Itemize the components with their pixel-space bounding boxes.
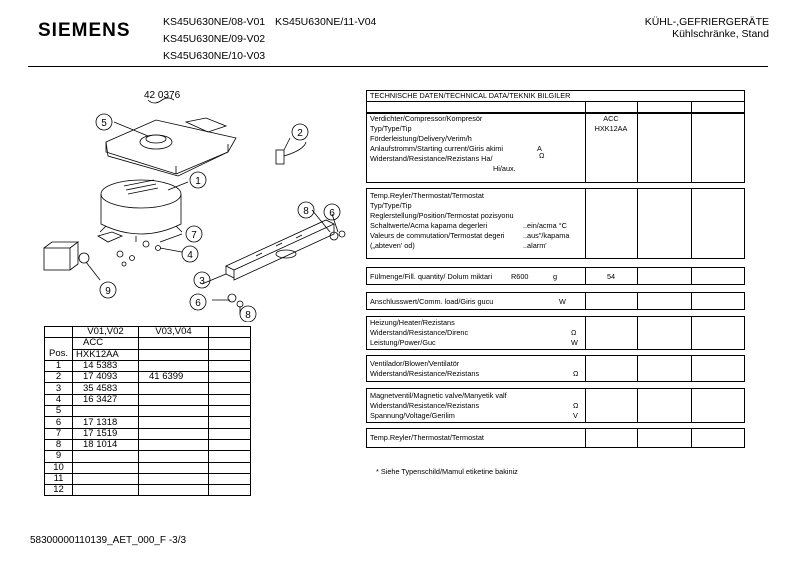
heater-power-label: Leistung/Power/Guc [370, 338, 436, 347]
empty-cell [209, 439, 251, 450]
table-row [45, 406, 251, 417]
part-number-v01-v02 [73, 406, 139, 417]
alarm-label: ..alarm' [523, 241, 547, 250]
thermostat2-section [366, 428, 745, 448]
refrigerant-section [366, 267, 745, 285]
callout-8: 8 [245, 310, 251, 321]
part-number-v01-v02: 17 1519 [73, 428, 139, 439]
starting-current-label: Anlaufstromm/Starting current/Giris akimi [370, 144, 504, 153]
exploded-parts-diagram [36, 86, 356, 322]
part-number-v03-v04: 41 6399 [139, 372, 209, 383]
unit-ohm: Ω [573, 401, 579, 410]
delivery-label: Förderleistung/Delivery/Verim/h [370, 134, 472, 143]
callout-4: 4 [187, 250, 193, 261]
part-number-v03-v04 [139, 462, 209, 473]
callout-3: 3 [199, 276, 205, 287]
magnetic-valve-label: Magnetventil/Magnetic valve/Manyetik valf [370, 391, 507, 400]
abteven-label: („abteven' od) [370, 241, 415, 250]
footnote: * Siehe Typenschild/Mamul etiketine bakiniz [376, 467, 518, 476]
empty-cell [209, 451, 251, 462]
thermostat2-label: Temp.Reyler/Thermostat/Termostat [370, 433, 484, 442]
part-number-v01-v02: 35 4583 [73, 383, 139, 394]
callout-6: 6 [329, 208, 335, 219]
type-label: Typ/Type/Tip [370, 124, 412, 133]
thermostat-part [276, 150, 284, 164]
part-number-v03-v04 [139, 451, 209, 462]
part-number-v03-v04 [139, 428, 209, 439]
unit-gram: g [553, 272, 558, 281]
type-label: Typ/Type/Tip [370, 201, 412, 210]
part-number-v01-v02 [73, 462, 139, 473]
table-row [45, 485, 251, 496]
pos-cell: 8 [45, 439, 73, 450]
model-number: KS45U630NE/11-V04 [275, 16, 377, 28]
part-number-v03-v04 [139, 394, 209, 405]
part-number-v01-v02: 17 1318 [73, 417, 139, 428]
part-number-v01-v02 [73, 473, 139, 484]
empty-cell [209, 417, 251, 428]
pos-cell: 6 [45, 417, 73, 428]
table-row [45, 462, 251, 473]
part-number-v01-v02: 14 5383 [73, 360, 139, 371]
table-row [45, 372, 251, 383]
parts-table [44, 326, 251, 496]
model-number: KS45U630NE/10-V03 [163, 50, 266, 62]
empty-cell [209, 394, 251, 405]
fan-label: Ventilador/Blower/Ventilatör [370, 359, 460, 368]
fan-resistance-label: Widerstand/Resistance/Rezistans [370, 369, 480, 378]
pos-cell: 10 [45, 462, 73, 473]
pos-cell: 3 [45, 383, 73, 394]
part-number-v03-v04 [139, 417, 209, 428]
pos-cell: 12 [45, 485, 73, 496]
bracket-rail-part [226, 220, 334, 270]
pos-cell: 9 [45, 451, 73, 462]
heater-section [366, 316, 745, 350]
table-header-row [45, 349, 251, 360]
callout-5: 5 [101, 118, 107, 129]
compressor-brand-cell: ACC [73, 338, 139, 349]
doc-number: 58300000110139_AET_000_F [30, 535, 167, 546]
compressor-value: ACC [603, 114, 619, 123]
compressor-type-cell: HXK12AA [73, 349, 139, 360]
part-number-v03-v04 [139, 360, 209, 371]
callout-1: 1 [195, 176, 201, 187]
compressor-section [366, 113, 745, 183]
part-number-v03-v04 [139, 383, 209, 394]
brand-logo: SIEMENS [38, 20, 131, 41]
table-row [45, 383, 251, 394]
fill-quantity-label: Fülmenge/Fill. quantity/ Dolum miktari [370, 272, 493, 281]
thermostat-section [366, 188, 745, 259]
refrigerant-type: R600 [511, 272, 529, 281]
part-number-v01-v02: 18 1014 [73, 439, 139, 450]
part-number-v01-v02: 17 4093 [73, 372, 139, 383]
callout-6: 6 [195, 298, 201, 309]
switch-values-label: Schaltwerte/Acma kapama degerleri [370, 221, 488, 230]
pos-cell: 7 [45, 428, 73, 439]
fill-quantity-value: 54 [606, 272, 616, 281]
table-row [45, 417, 251, 428]
unit-ohm: Ω [573, 369, 579, 378]
category-subtitle: Kühlschränke, Stand [672, 28, 769, 40]
empty-cell [209, 406, 251, 417]
table-header-row [45, 327, 251, 338]
pos-cell: 11 [45, 473, 73, 484]
callout-8: 8 [303, 206, 309, 217]
part-number-v03-v04 [139, 473, 209, 484]
empty-cell [209, 360, 251, 371]
heater-label: Heizung/Heater/Rezistans [370, 318, 455, 327]
unit-ohm: Ω [571, 328, 577, 337]
unit-watt: W [559, 297, 566, 306]
pos-cell: 4 [45, 394, 73, 405]
empty-cell [209, 428, 251, 439]
compressor-type-value: HXK12AA [594, 124, 628, 133]
header-divider [28, 66, 768, 67]
resistance-label: Widerstand/Resistance/Rezistans Ha/ [370, 154, 493, 163]
table-row [45, 394, 251, 405]
relay-part [44, 248, 70, 270]
empty-cell [209, 372, 251, 383]
callout-7: 7 [191, 230, 197, 241]
part-number-v03-v04 [139, 485, 209, 496]
load-section [366, 292, 745, 310]
switch-on-label: ..ein/acma °C [523, 221, 567, 230]
part-number-v01-v02: 16 3427 [73, 394, 139, 405]
compressor-part [101, 180, 181, 208]
part-number-v03-v04 [139, 406, 209, 417]
document-number [30, 535, 186, 546]
unit-ampere: A [537, 144, 542, 153]
unit-volt: V [573, 411, 578, 420]
pos-cell: 1 [45, 360, 73, 371]
part-number-v01-v02 [73, 451, 139, 462]
empty-cell [209, 485, 251, 496]
table-row [45, 473, 251, 484]
valve-section [366, 388, 745, 423]
table-row [45, 451, 251, 462]
pos-header: Pos. [45, 349, 73, 360]
unit-watt: W [571, 338, 578, 347]
table-header-row [45, 338, 251, 349]
page-number: -3/3 [168, 535, 187, 546]
empty-cell [209, 383, 251, 394]
column-header-v01-v02: V01,V02 [73, 327, 139, 338]
part-number-v03-v04 [139, 439, 209, 450]
tech-data-title: TECHNISCHE DATEN/TECHNICAL DATA/TEKNIK BILGILER [366, 90, 745, 102]
heater-resistance-label: Widerstand/Resistance/Direnc [370, 328, 469, 337]
valve-voltage-label: Spannung/Voltage/Gerilim [370, 411, 455, 420]
thermostat-label: Temp.Reyler/Thermostat/Termostat [370, 191, 484, 200]
model-number: KS45U630NE/08-V01 [163, 16, 266, 28]
table-row [45, 439, 251, 450]
position-label: Reglerstellung/Position/Termostat pozisyonu [370, 211, 514, 220]
valve-resistance-label: Widerstand/Resistance/Rezistans [370, 401, 480, 410]
empty-cell [209, 462, 251, 473]
resistance-aux-label: Hi/aux. [493, 164, 516, 173]
model-number: KS45U630NE/09-V02 [163, 33, 266, 45]
tech-data-subheader [366, 101, 745, 113]
pos-cell: 2 [45, 372, 73, 383]
pos-cell: 5 [45, 406, 73, 417]
compressor-label: Verdichter/Compressor/Kompresör [370, 114, 483, 123]
unit-ohm: Ω [539, 151, 545, 160]
empty-cell [209, 473, 251, 484]
callout-2: 2 [297, 128, 303, 139]
part-code-label: 42 0376 [144, 90, 181, 101]
callout-9: 9 [105, 286, 111, 297]
comm-load-label: Anschlusswert/Comm. load/Giris gucu [370, 297, 494, 306]
table-row [45, 360, 251, 371]
fan-section [366, 355, 745, 382]
part-number-v01-v02 [73, 485, 139, 496]
category-title: KÜHL-,GEFRIERGERÄTE [644, 16, 769, 28]
commutation-label: Valeurs de commutation/Termostat degeri [370, 231, 505, 240]
compressor-cover-part [106, 120, 236, 176]
switch-off-label: ..aus"/kapama [523, 231, 570, 240]
table-row [45, 428, 251, 439]
column-header-v03-v04: V03,V04 [139, 327, 209, 338]
